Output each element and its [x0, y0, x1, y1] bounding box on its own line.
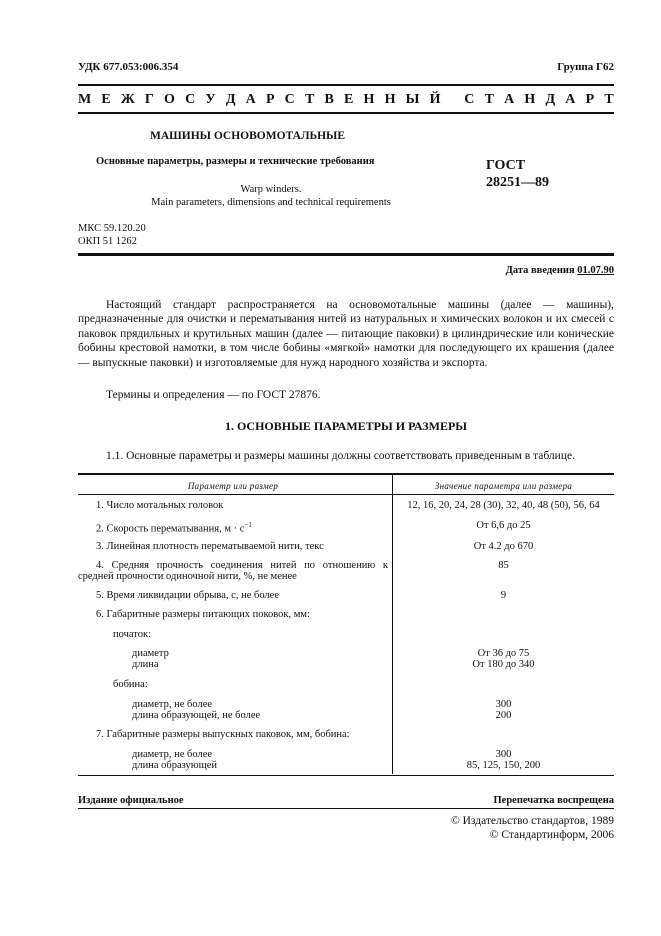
table-row-param: [96, 520, 388, 535]
table-header-parameter: Параметр или размер: [187, 481, 279, 491]
heading-letter: Н: [384, 92, 396, 107]
table-header-rule: [78, 494, 614, 495]
heading-letter: С: [185, 92, 196, 107]
table-row-param: 4. Средняя прочность соединения нитей по отношению к средней прочности одиночной нити, %, не менее: [78, 560, 388, 582]
english-subtitle: Main parameters, dimensions and technical requirements: [151, 197, 391, 208]
heading-letter: А: [504, 92, 515, 107]
classification-codes: [78, 222, 146, 248]
document-title: МАШИНЫ ОСНОВОМОТАЛЬНЫЕ: [150, 130, 346, 142]
intro-paragraph: Настоящий стандарт распространяется на основомотальные машины (далее — машины), предназначенные для очистки и перематывания нитей из натуральных и химических волокон и их смесей с паковок прядильных и крутильных машин (далее — питающие паковки) в цилиндрические или конические бобины крестовой намотки, в том числе бобины «мягкой» намотки для последующего их крашения (далее — выпускные паковки) и изготовляемые для нужд народного хозяйства и экспорта.: [78, 299, 614, 369]
interstate-standard-heading: [78, 92, 614, 108]
reprint-prohibited: Перепечатка воспрещена: [493, 795, 614, 806]
table-row-value: 85: [498, 560, 509, 571]
english-title: Warp winders.: [240, 184, 302, 195]
heading-letter: Р: [265, 92, 275, 107]
heading-letter: У: [205, 92, 216, 107]
table-row-value: 9: [500, 590, 507, 601]
top-rule: [78, 84, 614, 86]
document-subtitle: Основные параметры, размеры и технические требования: [96, 156, 375, 167]
table-row-param: 3. Линейная плотность перематываемой нити, текс: [96, 541, 324, 552]
table-row-param: 1. Число мотальных головок: [96, 500, 224, 511]
heading-letter: [451, 92, 455, 108]
heading-letter: Н: [524, 92, 536, 107]
effective-date-label: Дата введения: [505, 265, 575, 276]
heading-letter: О: [164, 92, 175, 107]
heading-letter: Е: [344, 92, 354, 107]
udc-code: УДК 677.053:006.354: [78, 61, 179, 73]
heading-letter: Е: [101, 92, 111, 107]
table-row-param: диаметр, не более: [132, 749, 213, 760]
table-top-rule: [78, 473, 614, 475]
table-row-value: От 36 до 75: [477, 648, 530, 659]
gost-number: 28251—89: [486, 175, 549, 190]
heading-letter: Д: [225, 92, 236, 107]
heading-letter: А: [565, 92, 576, 107]
section-heading: 1. ОСНОВНЫЕ ПАРАМЕТРЫ И РАЗМЕРЫ: [224, 419, 468, 433]
clause-1-1: 1.1. Основные параметры и размеры машины должны соответствовать приведенным в таблице.: [106, 450, 575, 462]
table-bottom-rule: [78, 775, 614, 776]
table-row-param: початок:: [113, 629, 151, 640]
heading-letter: В: [324, 92, 334, 107]
terms-paragraph: Термины и определения — по ГОСТ 27876.: [106, 389, 321, 401]
heading-letter: С: [284, 92, 295, 107]
heading-letter: Т: [304, 92, 315, 107]
heading-letter: Д: [545, 92, 556, 107]
heading-letter: Г: [144, 92, 154, 107]
effective-date-value: 01.07.90: [577, 265, 614, 276]
heading-letter: Ж: [120, 92, 135, 107]
table-row-param: диаметр: [132, 648, 169, 659]
official-edition: Издание официальное: [78, 795, 184, 806]
table-row-param: 7. Габаритные размеры выпускных паковок, мм, бобина:: [96, 729, 350, 740]
table-row-value: 200: [495, 710, 512, 721]
heading-letter: Н: [363, 92, 375, 107]
title-block-rule: [78, 253, 614, 256]
heading-rule: [78, 112, 614, 114]
copyright-block: [451, 814, 614, 842]
heading-letter: Ы: [405, 92, 420, 107]
gost-label: ГОСТ: [486, 158, 526, 173]
table-row-value: 300: [495, 749, 512, 760]
table-row-value: 85, 125, 150, 200: [466, 760, 541, 771]
table-row-param: длина: [132, 659, 159, 670]
table-row-param: длина образующей, не более: [132, 710, 261, 721]
mks-code: МКС 59.120.20: [78, 223, 146, 234]
param-text: 2. Скорость перематывания, м · с: [96, 523, 245, 535]
heading-letter: Р: [585, 92, 595, 107]
heading-letter: Т: [484, 92, 494, 107]
table-header-value: Значение параметра или размера: [434, 481, 573, 491]
heading-letter: Й: [429, 92, 441, 107]
okp-code: ОКП 51 1262: [78, 236, 137, 247]
table-row-param: бобина:: [113, 679, 148, 690]
table-row-param: диаметр, не более: [132, 699, 213, 710]
copyright-line-1: © Издательство стандартов, 1989: [450, 815, 614, 827]
table-column-separator: [392, 474, 393, 774]
footer-rule: [78, 808, 614, 809]
table-row-param: длина образующей: [132, 760, 217, 771]
table-row-value: 12, 16, 20, 24, 28 (30), 32, 40, 48 (50), 56, 64: [407, 500, 600, 511]
heading-letter: Т: [604, 92, 614, 107]
effective-date: [506, 265, 614, 276]
gost-designation: [486, 157, 549, 191]
table-row-value: 300: [495, 699, 512, 710]
param-superscript: −1: [244, 521, 252, 529]
table-row-value: От 4.2 до 670: [473, 541, 534, 552]
table-row-value: От 6,6 до 25: [476, 520, 531, 531]
heading-letter: А: [245, 92, 256, 107]
copyright-line-2: © Стандартинформ, 2006: [489, 829, 614, 841]
heading-letter: С: [464, 92, 475, 107]
table-row-param: 5. Время ликвидации обрыва, с, не более: [96, 590, 279, 601]
table-row-value: От 180 до 340: [472, 659, 535, 670]
group-code: Группа Г62: [557, 61, 614, 73]
table-row-param: 6. Габаритные размеры питающих поковок, мм:: [96, 609, 310, 620]
heading-letter: М: [78, 92, 92, 107]
